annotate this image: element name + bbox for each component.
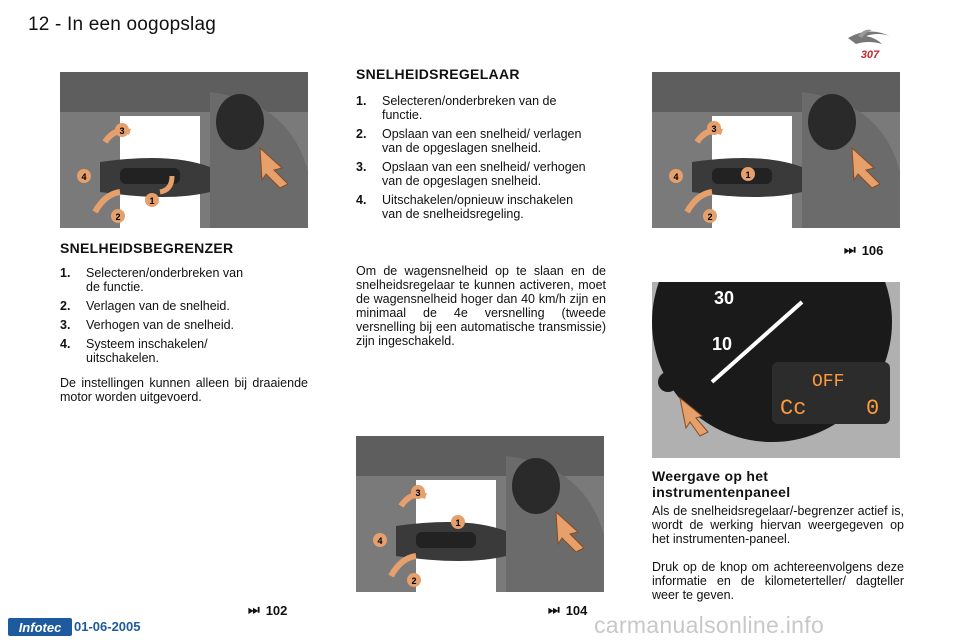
svg-text:2: 2 — [115, 212, 121, 222]
list-item: 4. Uitschakelen/opnieuw inschakelen van de snelheidsregeling. — [356, 193, 574, 221]
double-chevron-icon: ⏭ — [844, 242, 856, 257]
callout-2 — [111, 209, 125, 223]
svg-text:4: 4 — [81, 172, 87, 182]
footer-date: 01-06-2005 — [74, 619, 141, 634]
callout-1 — [451, 515, 465, 529]
list-item: 3. Opslaan van een snelheid/ verhogen van de opgeslagen snelheid. — [356, 160, 586, 188]
list-item: 2. Verlagen van de snelheid. — [60, 299, 230, 313]
svg-text:1: 1 — [455, 518, 461, 528]
svg-text:2: 2 — [411, 576, 417, 586]
double-chevron-icon: ⏭ — [248, 602, 260, 617]
instrument-panel-photo — [652, 282, 900, 458]
callout-1 — [741, 167, 755, 181]
peugeot-logo — [838, 24, 900, 64]
page-ref-102[interactable]: ⏭ 102 — [248, 602, 288, 618]
svg-text:1: 1 — [149, 196, 155, 206]
page-ref-104[interactable]: ⏭ 104 — [548, 602, 588, 618]
list-item: 1. Selecteren/onderbreken van de functie. — [356, 94, 557, 122]
page-ref-106[interactable]: ⏭ 106 — [844, 242, 884, 258]
lcd-mode: Cc — [780, 396, 807, 421]
list-item: 2. Opslaan van een snelheid/ verlagen van de opgeslagen snelheid. — [356, 127, 582, 155]
lcd-value: 0 — [866, 396, 880, 421]
display-title: Weergave op het instrumentenpaneel — [652, 468, 791, 500]
infotec-logo: Infotec — [8, 618, 72, 636]
svg-text:1: 1 — [745, 170, 751, 180]
cruise-title: SNELHEIDSREGELAAR — [356, 66, 520, 82]
callout-4 — [669, 169, 683, 183]
callout-1 — [145, 193, 159, 207]
callout-4 — [373, 533, 387, 547]
svg-text:4: 4 — [673, 172, 679, 182]
limiter-title: SNELHEIDSBEGRENZER — [60, 240, 234, 256]
cruise-list — [356, 94, 586, 226]
watermark: carmanualsonline.info — [594, 612, 825, 638]
svg-text:3: 3 — [415, 488, 421, 498]
cruise-stalk-photo — [356, 436, 604, 592]
page-title: 12 - In een oogopslag — [28, 14, 217, 35]
double-chevron-icon: ⏭ — [548, 602, 560, 617]
gauge-label-30: 30 — [714, 288, 735, 308]
display-paragraph-2: Druk op de knop om achtereenvolgens deze informatie en de kilometerteller/ dagteller weer te geven. — [652, 560, 904, 602]
callout-3 — [411, 485, 425, 499]
callout-3 — [707, 121, 721, 135]
callout-2 — [407, 573, 421, 587]
svg-text:4: 4 — [377, 536, 383, 546]
callout-2 — [703, 209, 717, 223]
svg-text:2: 2 — [707, 212, 713, 222]
limiter-list — [60, 266, 260, 370]
right-stalk-photo — [652, 72, 900, 228]
list-item: 3. Verhogen van de snelheid. — [60, 318, 235, 332]
svg-text:3: 3 — [711, 124, 717, 134]
callout-3 — [115, 123, 129, 137]
display-paragraph-1: Als de snelheidsregelaar/-begrenzer actief is, wordt de werking hiervan weergegeven op het instrumenten-paneel. — [652, 504, 904, 546]
logo-307: 307 — [860, 49, 880, 61]
lcd-status: OFF — [812, 372, 845, 392]
limiter-note: De instellingen kunnen alleen bij draaiende motor worden uitgevoerd. — [60, 376, 308, 404]
list-item: 1. Selecteren/onderbreken van de functie. — [60, 266, 244, 294]
list-item: 4. Systeem inschakelen/ uitschakelen. — [60, 337, 208, 365]
gauge-label-10: 10 — [712, 334, 733, 354]
svg-text:3: 3 — [119, 126, 125, 136]
cruise-note: Om de wagensnelheid op te slaan en de snelheidsregelaar te kunnen activeren, moet de wagensnelheid hoger dan 40 km/h zijn en minimaal de 4e versnelling (tweede versnelling bij een automatische transmissie) zijn ingeschakeld. — [356, 264, 606, 348]
limiter-stalk-photo — [60, 72, 308, 228]
callout-4 — [77, 169, 91, 183]
